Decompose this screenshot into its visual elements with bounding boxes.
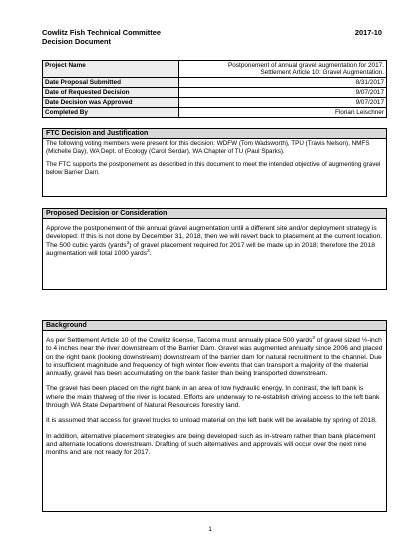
row-label: Date Proposal Submitted [43, 78, 179, 88]
background-paragraph-2: The gravel has been placed on the right bank in an area of low hydraulic energy. In contrast, the left bank is where the main thalweg of the river is located. Efforts are underway to re-establish driving access to the left bank through WA State Department of Natural Resources forestry land. [46, 385, 380, 410]
voting-members-paragraph: The following voting members were present for this decision: WDFW (Tom Wadsworth), TPU (Travis Nelson), NMFS (Michelle Day), WA Dept. of Ecology (Carol Serdar), WA Chapter of TU (Paul Sparks). [46, 140, 370, 155]
background-paragraph-4: In addition, alternative placement strategies are being developed such as in-stream rather than bank placement and alternate locations downstream. Drafting of such alternatives and approvals will occur over the next nine months and are not ready for 2017. [46, 432, 376, 457]
row-value: 9/07/2017 [179, 88, 387, 98]
table-row [43, 88, 387, 98]
table-row [43, 108, 387, 118]
project-name-line-2: Settlement Article 10: Gravel Augmentation. [260, 69, 384, 77]
row-value: 8/31/2017 [179, 78, 387, 88]
row-value: Florian Leischner [179, 108, 387, 118]
row-label: Date of Requested Decision [43, 88, 179, 98]
support-paragraph: The FTC supports the postponement as described in this document to meet the intended objective of augmenting gravel below Barrier Dam. [46, 161, 381, 177]
proposed-decision-section [42, 208, 387, 290]
row-label: Project Name [43, 61, 179, 78]
background-section [42, 320, 387, 512]
proposed-decision-paragraph: Approve the postponement of the annual gravel augmentation until a different site and/or deployment strategy is developed. If this is not done by December 31, 2018, then we will revert back to placement at the current location. The 500 cubic yards (yards$^3$) of gravel placement required for 2017 will be made up in 2018; therefore the 2018 augmentation will total 1000 yards$^3$. [46, 225, 383, 257]
table-row [43, 78, 387, 88]
ftc-decision-section [42, 128, 387, 197]
table-row [43, 98, 387, 108]
project-info-table [42, 60, 387, 118]
row-label: Date Decision was Approved [43, 98, 179, 108]
row-value: 9/07/2017 [179, 98, 387, 108]
section-body [43, 139, 386, 184]
row-value [179, 61, 387, 78]
background-paragraph-3: It is assumed that access for gravel trucks to unload material on the left bank will be available by spring of 2018. [46, 417, 377, 425]
section-body [43, 219, 386, 268]
document-number: 2017-10 [354, 28, 382, 37]
table-row [43, 61, 387, 78]
section-body [43, 331, 386, 468]
section-heading: FTC Decision and Justification [43, 129, 386, 139]
document-header [42, 28, 382, 46]
section-heading: Proposed Decision or Consideration [43, 209, 386, 219]
row-label: Completed By [43, 108, 179, 118]
project-name-line-1: Postponement of annual gravel augmentation for 2017. [228, 61, 384, 69]
committee-name: Cowlitz Fish Technical Committee [42, 28, 161, 37]
page-number: 1 [208, 526, 212, 533]
section-heading: Background [43, 321, 386, 331]
background-paragraph-1: As per Settlement Article 10 of the Cowlitz license, Tacoma must annually place 500 yards$^3$ of gravel sized ½-inch to 4 inches near the river downstream of the Barrier Dam. Gravel was augmented annually since 2006 and placed on the right bank (looking downstream) downstream of the barrier dam for natural recruitment to the channel. Due to insufficient magnitude and frequency of high winter flow events that can transport a majority of the material annually, gravel has been accumulating on the bank faster than being transported downstream. [46, 335, 383, 378]
document-type: Decision Document [42, 37, 111, 46]
